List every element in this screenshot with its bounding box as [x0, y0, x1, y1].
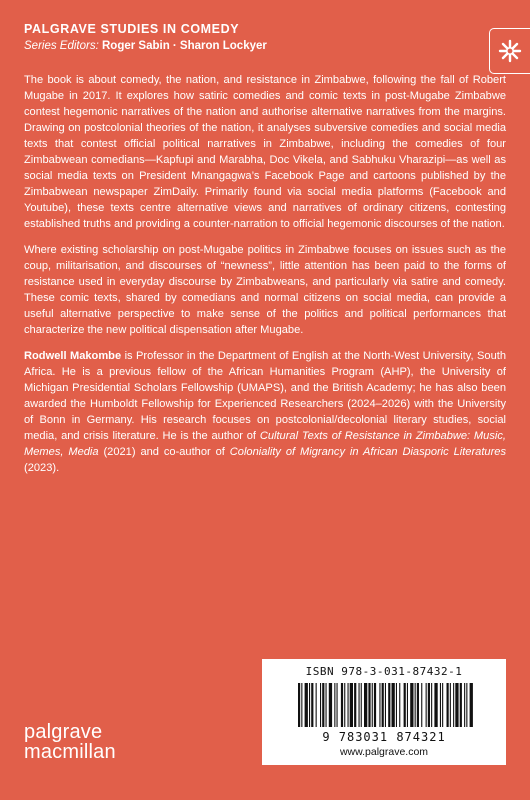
barcode-bar [447, 683, 449, 727]
barcode-bar [453, 683, 454, 727]
series-editors [24, 40, 267, 52]
barcode-bar [385, 683, 386, 727]
author-name: Rodwell Makombe [24, 350, 122, 362]
barcode-bar [368, 683, 370, 727]
barcode-bar [396, 683, 397, 727]
bio-text-1: is Professor in the Department of English at the North-West University, South Africa. He is a previous fellow of the African Humanities Program (AHP), the University of Michigan Presidential Scholars Fellowship (UMAPS), and the British Academy; he has also been awarded the Humboldt Fellowship for Experienced Researchers (2024–2026) with the University of Bonn in Germany. His research focuses on postcolonial/decolonial literary studies, social media, and crisis literature. He is the author of [24, 350, 507, 442]
publisher-url: www.palgrave.com [339, 746, 429, 758]
barcode-bar [410, 683, 413, 727]
barcode-digits: 9 783031 874321 [322, 730, 446, 744]
barcode-bar [460, 683, 462, 727]
book-title-2: Coloniality of Migrancy in African Diasporic Literatures [229, 446, 507, 458]
barcode-bar [329, 683, 332, 727]
blurb-paragraph-2: Where existing scholarship on post-Mugabe politics in Zimbabwe focuses on issues such as the coup, militarisation, and discourses of “newness”, little attention has been paid to the forms of resistance used in everyday discourse by Zimbabweans, and particularly via satire and comedy. These comic texts, shared by comedians and normal citizens on social media, can provide a useful alternative perspective to make sense of the politics and political performances that characterize the new political dispensation after Mugabe. [24, 244, 506, 336]
barcode-bar [311, 683, 313, 727]
bio-text-3: (2023). [24, 462, 60, 474]
author-bio [24, 348, 506, 476]
barcode-bar [359, 683, 360, 727]
barcode-bar [344, 683, 345, 727]
barcode-bar [399, 683, 400, 727]
barcode-bar [442, 683, 443, 727]
series-title: PALGRAVE STUDIES IN COMEDY [24, 22, 240, 36]
barcode-bar [305, 683, 308, 727]
back-cover-text [24, 72, 506, 486]
barcode-bar [421, 683, 422, 727]
barcode-bar [392, 683, 395, 727]
barcode-bar [428, 683, 430, 727]
barcode-bar [341, 683, 343, 727]
publisher-line-2: macmillan [24, 741, 116, 763]
barcode-bar [415, 683, 416, 727]
bio-text-2: (2021) and co-author of [98, 446, 230, 458]
blurb-paragraph-1: The book is about comedy, the nation, and resistance in Zimbabwe, following the fall of Robert Mugabe in 2017. It explores how satiric comedies and comic texts in post-Mugabe Zimbabwe contest hegemonic narratives of the nation and authorise alternative narratives from the margins. Drawing on postcolonial theories of the nation, it analyses subversive comedies and social media texts that contest official political narratives in Zimbabwe, including the comedies of four Zimbabwean comedians—Kapfupi and Marabha, Doc Vikela, and Sabhuku Vharazipi—as well as social media texts on President Mnangagwa’s Facebook Page and cartoons published by the Zimbabwean newspaper ZimDaily. Primarily found via social media platforms (Facebook and Youtube), these texts centre alternative views and narratives of ordinary citizens, contesting established truths and providing a counter-narration to official hegemonic discourses of the nation. [24, 74, 506, 230]
barcode-bar [450, 683, 451, 727]
barcode-bars [298, 683, 474, 727]
barcode-bar [466, 683, 467, 727]
barcode-bar [440, 683, 441, 727]
barcode-bar [326, 683, 327, 727]
barcode-bar [320, 683, 321, 727]
barcode-bar [407, 683, 408, 727]
publisher-line-1: palgrave [24, 721, 103, 743]
barcode-bar [374, 683, 376, 727]
barcode-bar [417, 683, 419, 727]
barcode-bar [364, 683, 367, 727]
barcode-box [262, 659, 506, 765]
barcode-bar [426, 683, 427, 727]
barcode-bar [372, 683, 373, 727]
palgrave-logo-badge [489, 28, 530, 74]
series-header [24, 22, 267, 52]
barcode-bar [464, 683, 465, 727]
barcode-bar [361, 683, 362, 727]
barcode-bar [404, 683, 406, 727]
barcode-bar [322, 683, 324, 727]
publisher-logo [24, 722, 116, 762]
series-editors-label: Series Editors: [24, 40, 99, 52]
barcode-bar [434, 683, 437, 727]
barcode-bar [337, 683, 338, 727]
palgrave-star-icon [497, 38, 523, 64]
barcode-bar [309, 683, 310, 727]
barcode-bar [379, 683, 380, 727]
barcode-bar [298, 683, 300, 727]
isbn-text: ISBN 978-3-031-87432-1 [305, 665, 463, 678]
book-title-1: Cultural Texts of Resistance in Zimbabwe: Music, Memes, Media [24, 430, 506, 458]
series-editors-names: Roger Sabin · Sharon Lockyer [101, 40, 267, 52]
barcode-bar [470, 683, 473, 727]
barcode-bar [334, 683, 335, 727]
barcode-bar [301, 683, 302, 727]
barcode-bar [455, 683, 458, 727]
barcode-bar [354, 683, 356, 727]
barcode-bar [388, 683, 390, 727]
barcode-bar [350, 683, 353, 727]
barcode-bar [431, 683, 432, 727]
barcode-bar [382, 683, 384, 727]
barcode-bar [316, 683, 317, 727]
barcode-bar [348, 683, 349, 727]
